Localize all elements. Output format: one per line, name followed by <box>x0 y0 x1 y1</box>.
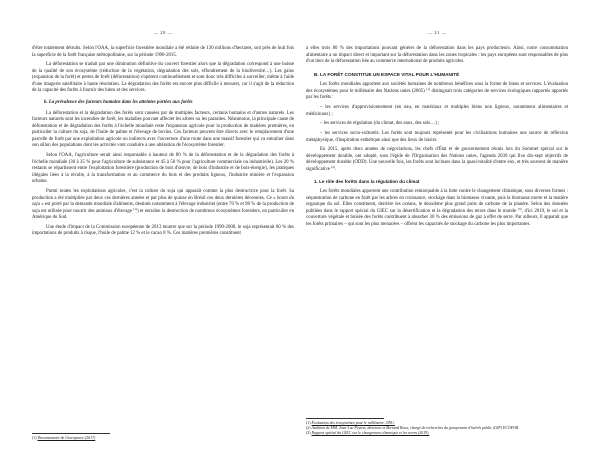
footnote-number: (1) <box>306 421 311 425</box>
text-run: Parmi toutes les exploitations agricoles, c'est la culture du soja qui apparaît comme la plus destructrice pour la forêt. Sa production a été multipliée par deux ces dernières années et par plus de quinze en Brésil ces deux dernières décennies. Ce « <box>32 188 294 201</box>
footnote-text[interactable]: Rapport spécial du GIEC sur le changement climatique et les terres (2019). <box>311 431 430 436</box>
paragraph: à elles trois 80 % des importations pouvant générer de la déforestation dans les pays producteurs. Ainsi, notre consommation alimentaire a un impact direct et important sur la déforestation dans les zones tropicales : les pays européens sont responsables de plus d'un tiers de la déforestation liée au commerce international de produits agricoles. <box>306 46 568 65</box>
footnote-text: Audition de MM. Jean-Luc Peyron, directeur et Bernard Roux, chargé de recherches du groupement d'intérêt public (GIP) ECOFOR. <box>311 426 520 431</box>
paragraph: d'être totalement détruits. Selon l'OAA, la superficie forestière mondiale a été réduite de 130 millions d'hectares, soit près de huit fois la superficie de la forêt française métropolitaine, sur la période 1990-2015. <box>32 46 294 58</box>
footnote-text[interactable]: Évaluation des écosystèmes pour le millénaire, ONU. <box>311 421 395 425</box>
footnote-number: (3) <box>306 431 311 436</box>
subsection-heading: 1. Le rôle des forêts dans la régulation du climat <box>314 178 420 184</box>
list-item: – les services de régulation (du climat, des eaux, des sols…) ; <box>320 121 440 127</box>
footnote <box>306 431 568 436</box>
list-item: – les services d'approvisionnement (en eau, en matériaux et multiples biens non ligneux, notamment alimentaires et médicinaux) ; <box>306 105 568 117</box>
text-run: distinguait trois catégories de services écologiques rapportés apportés par les forêts : <box>306 88 568 101</box>
left-page <box>32 0 294 463</box>
paragraph <box>306 147 568 173</box>
paragraph <box>32 189 294 222</box>
footnotes <box>32 433 294 441</box>
footnote-ref[interactable]: (2) <box>331 164 336 169</box>
footnotes <box>306 418 568 437</box>
footnote-number: (2) <box>306 426 311 431</box>
text-run: Les forêts mondiales apportent aux sociétés humaines de nombreux bénéfices sous la forme de biens et services. L'évaluation des écosystèmes pour le millénaire des Nations unies (2005) <box>306 82 568 94</box>
text-run: Les forêts mondiales apportent une contribution remarquable à la lutte contre le changement climatique, sous diverses formes : séquestration de carbone en forêt par les arbres en croissance, stockage dans la biomasse vivante, puis la biomasse morte et la matière organique du sol. Elles constituent, derrière les océans, le deuxième plus grand puits de carbone de la planète. Selon des données publiées dans le rapport spécial du GIEC sur la désertification et la dégradation des terres dans le monde <box>306 189 568 214</box>
paragraph: La déforestation se traduit par une diminution définitive du couvert forestier alors que la dégradation correspond à une baisse de la qualité de son écosystème (réduction de la végétation, dégradation des sols, effondrement de la biodiversité…). Les gains (expansion de la forêt) et pertes de forêt (déforestation) s'opèrent continuellement et sont donc très difficiles à surveiller, même à l'aide d'une imagerie satellitaire à haute résolution. La dégradation des forêts est encore plus difficile à mesurer, car il s'agit de la réduction de la capacité des forêts à fournir des biens et des services. <box>32 62 294 94</box>
subsection-heading: b. La prévalence des facteurs humains dans les atteintes portées aux forêts <box>44 100 193 106</box>
footnote-text[interactable]: Documentaire de Greenpeace (2017) <box>37 436 96 440</box>
footnote-divider <box>306 418 384 419</box>
text-run: , d'ici 2019, le sol et la couverture végétale et boisée des forêts contribuent à absorber 30 % des émissions de gaz à effet de serre. Par ailleurs, il apparaît que les forêts primaires – qui sont les plus menacées – offrent les capacités de stockage du carbone les plus importantes. <box>306 208 569 227</box>
page-number: — 21 — <box>427 30 447 35</box>
emphasis-text: boom du soja <box>32 195 294 208</box>
paragraph <box>306 189 568 228</box>
text-run: ) et entraîne la destruction de nombreux écosystèmes forestiers, en particulier en Amérique du Sud. <box>32 208 294 221</box>
footnote-divider <box>32 433 110 434</box>
text-run: » est porté par la demande mondiale d'aliments, destinés notamment à l'élevage industriel (entre 70 % et 90 % de la production de soja est utilisée pour nourrir des animaux d'élevage <box>32 202 294 214</box>
paragraph: Une étude d'impact de la Commission européenne de 2013 montre que sur la période 1990-2008, le soja représentait 60 % des importations de produits à risque, l'huile de palme 12 % et le cacao 8 %. Ces matières premières constituent <box>32 224 294 237</box>
footnote <box>32 436 294 441</box>
section-heading: B. LA FORÊT CONSTITUE UN ESPACE VITAL POUR L'HUMANITÉ <box>314 71 460 77</box>
text-run: . <box>335 166 337 172</box>
right-page <box>306 0 568 463</box>
text-run: En 2015, après deux années de négociations, les chefs d'État et de gouvernement réunis lors du Sommet spécial sur le développement durable, ont adopté, sous l'égide de l'Organisation des Nations unies, l'agenda 2030 qui fixe dix-sept objectifs de développement durable (ODD). Une nouvelle fois, les forêts sont incluses dans la quasi-totalité d'entre eux, et très souvent de manière significative <box>306 147 568 172</box>
footnote-ref[interactable]: (1) <box>133 206 138 211</box>
page-number: — 20 — <box>153 30 173 35</box>
paragraph <box>306 82 568 102</box>
footnote-ref[interactable]: (3) <box>517 206 522 211</box>
paragraph: Selon l'OAA, l'agriculture serait ainsi responsable à hauteur de 80 % de la déforestation et de la dégradation des forêts à l'échelle mondiale (30 à 35 % pour l'agriculture de subsistance et 45 à 50 % pour l'agriculture commerciale ou industrielle). Les 20 % restants se répartissent entre l'exploitation forestière (production de bois d'œuvre, de bois d'industrie et de bois-énergie), les pratiques illégales liées à la récolte, à la transformation et au commerce du bois et des produits ligneux, l'industrie minière et l'expansion urbaine. <box>32 153 294 185</box>
list-item: – les services socio-culturels. Les forêts sont toujours représenté pour les civilisations humaines une source de réflexion métaphysique, d'inspiration esthétique ainsi que des lieux de loisirs. <box>306 131 568 143</box>
paragraph: La déforestation et la dégradation des forêts sont causées par de multiples facteurs, certains humains et d'autres naturels. Les facteurs naturels sont les incendies de forêt, les maladies pouvant affecter les arbres ou les parasites. Néanmoins, la principale cause de déforestation et de dégradation des forêts à l'échelle mondiale reste l'expansion agricole pour la production de matières premières, en particulier la culture du soja, de l'huile de palme et l'élevage de bovins. Ces facteurs peuvent être directs avec le remplacement d'une parcelle de forêt par une exploitation agricole ou indirects avec l'ouverture d'une route dans une massif forestier qui va entraîner dans son sillon des populations dont les activités vont conduire à une altération de l'écosystème forestier. <box>32 110 294 149</box>
footnote-number: (1) <box>32 436 37 440</box>
footnote-ref[interactable]: (1) <box>426 86 431 91</box>
